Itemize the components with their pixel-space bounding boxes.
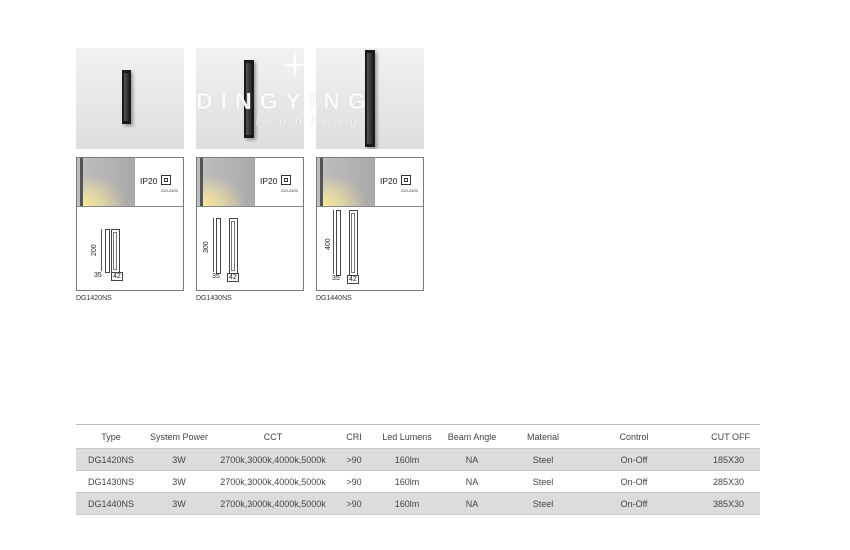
table-cell: 385X30 [686, 493, 760, 515]
class-ii-icon [281, 175, 291, 185]
spec-drawing-panel [316, 157, 424, 291]
class-ii-icon [161, 175, 171, 185]
table-cell: 160lm [374, 493, 440, 515]
table-cell: >90 [334, 449, 374, 471]
dimension-length: 400 [325, 238, 332, 250]
table-cell: 3W [146, 471, 212, 493]
table-cell: Steel [504, 449, 582, 471]
table-cell: DG1430NS [76, 471, 146, 493]
table-cell: On-Off [582, 493, 686, 515]
dimension-depth: 35 [332, 275, 340, 282]
column-header: System Power [146, 425, 212, 449]
specification-table [76, 424, 760, 515]
dimension-depth: 35 [94, 272, 102, 279]
spec-drawing-panel [76, 157, 184, 291]
fixture-image [122, 70, 131, 124]
logo-wordmark: DINGYING [196, 88, 374, 114]
dimension-width: 42 [349, 276, 357, 283]
table-cell: 160lm [374, 471, 440, 493]
table-cell: On-Off [582, 449, 686, 471]
product-photo [196, 48, 304, 149]
dimension-depth: 35 [212, 273, 220, 280]
model-label: DG1440NS [316, 295, 352, 302]
table-cell: NA [440, 471, 504, 493]
column-header: CRI [334, 425, 374, 449]
table-cell: On-Off [582, 471, 686, 493]
table-cell: >90 [334, 493, 374, 515]
column-header: Beam Angle [440, 425, 504, 449]
fixture-image [365, 50, 375, 147]
table-cell: Steel [504, 471, 582, 493]
table-cell: Steel [504, 493, 582, 515]
table-cell: NA [440, 493, 504, 515]
table-cell: 185X30 [686, 449, 760, 471]
product-photo [76, 48, 184, 149]
spec-drawing-panel [196, 157, 304, 291]
column-header: CUT OFF [686, 425, 760, 449]
table-cell: 3W [146, 449, 212, 471]
table-cell: 2700k,3000k,4000k,5000k [212, 471, 334, 493]
logo-tagline: lighting [256, 114, 367, 128]
table-cell: 2700k,3000k,4000k,5000k [212, 493, 334, 515]
table-cell: >90 [334, 471, 374, 493]
model-label: DG1420NS [76, 295, 112, 302]
installation-diagram [197, 158, 303, 207]
table-cell: 160lm [374, 449, 440, 471]
column-header: Material [504, 425, 582, 449]
class-ii-icon [401, 175, 411, 185]
model-label: DG1430NS [196, 295, 232, 302]
dimension-width: 42 [229, 274, 237, 281]
table-row [76, 471, 760, 493]
fixture-image [244, 60, 254, 138]
dimension-length: 200 [91, 244, 98, 256]
table-header-row [76, 425, 760, 449]
column-header: Type [76, 425, 146, 449]
installation-diagram [317, 158, 423, 207]
column-header: Control [582, 425, 686, 449]
table-cell: 285X30 [686, 471, 760, 493]
table-cell: DG1420NS [76, 449, 146, 471]
dimension-length: 300 [203, 241, 210, 253]
ip-rating: IP20 [380, 176, 398, 186]
table-cell: 2700k,3000k,4000k,5000k [212, 449, 334, 471]
voltage-label: 220-240V [401, 188, 419, 193]
table-row [76, 449, 760, 471]
ip-rating: IP20 [260, 176, 278, 186]
voltage-label: 220-240V [161, 188, 179, 193]
voltage-label: 220-240V [281, 188, 299, 193]
dimension-width: 42 [113, 273, 121, 280]
table-cell: 3W [146, 493, 212, 515]
ip-rating: IP20 [140, 176, 158, 186]
product-photo [316, 48, 424, 149]
table-row [76, 493, 760, 515]
table-cell: NA [440, 449, 504, 471]
installation-diagram [77, 158, 183, 207]
column-header: Led Lumens [374, 425, 440, 449]
column-header: CCT [212, 425, 334, 449]
table-cell: DG1440NS [76, 493, 146, 515]
